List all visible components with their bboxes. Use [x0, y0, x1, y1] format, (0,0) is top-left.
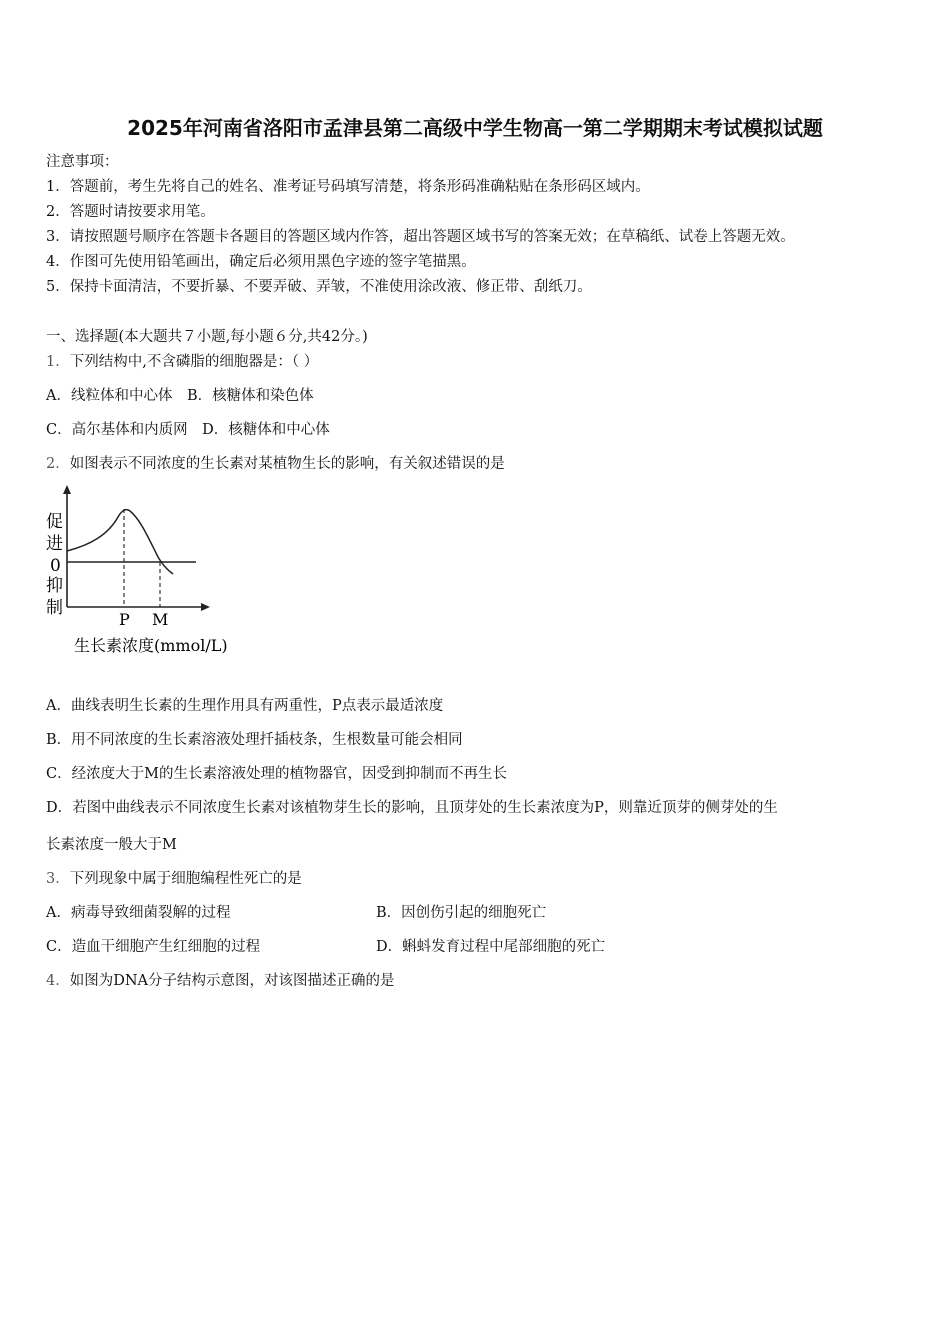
p-label: P: [119, 610, 130, 629]
q3-option-d: D．蝌蚪发育过程中尾部细胞的死亡: [376, 939, 606, 955]
y-axis-arrow: [63, 485, 71, 494]
section-heading: 一、选择题(本大题共７小题,每小题６分,共42分。): [46, 329, 368, 345]
q3-option-c: C．造血干细胞产生红细胞的过程: [46, 939, 261, 955]
q2-option-c: C．经浓度大于M的生长素溶液处理的植物器官，因受到抑制而不再生长: [46, 766, 507, 782]
q3-option-a: A．病毒导致细菌裂解的过程: [46, 905, 231, 921]
notice-item-3: 3．请按照题号顺序在答题卡各题目的答题区域内作答，超出答题区域书写的答案无效；在草稿纸、试卷上答题无效。: [46, 229, 795, 245]
auxin-curve-svg: [40, 485, 240, 665]
question-4: [46, 971, 395, 991]
question-stem: 下列结构中,不含磷脂的细胞器是：（ ）: [69, 354, 319, 370]
x-axis-label: 生长素浓度(mmol/L): [74, 636, 228, 655]
question-number: 2．: [46, 456, 70, 472]
question-1: [46, 352, 318, 372]
question-number: 1．: [46, 354, 70, 370]
question-stem: 如图表示不同浓度的生长素对某植物生长的影响，有关叙述错误的是: [69, 456, 505, 472]
q1-option-cd: C．高尔基体和内质网 D．核糖体和中心体: [46, 422, 330, 438]
notice-heading: 注意事项：: [46, 154, 119, 170]
notice-item-5: 5．保持卡面清洁，不要折暴、不要弄破、弄皱，不准使用涂改液、修正带、刮纸刀。: [46, 279, 592, 295]
question-number: 3．: [46, 871, 70, 887]
x-axis-arrow: [201, 603, 210, 611]
growth-curve: [67, 510, 173, 574]
q3-option-b: B．因创伤引起的细胞死亡: [376, 905, 547, 921]
question-3: [46, 869, 302, 889]
y-label-inhibit-2: 制: [46, 598, 63, 618]
q2-option-b: B．用不同浓度的生长素溶液处理扦插枝条，生根数量可能会相同: [46, 732, 463, 748]
y-label-inhibit-1: 抑: [46, 576, 63, 596]
notice-item-1: 1．答题前，考生先将自己的姓名、准考证号码填写清楚，将条形码准确粘贴在条形码区域内。: [46, 179, 650, 195]
question-number: 4．: [46, 973, 70, 989]
notice-item-4: 4．作图可先使用铅笔画出，确定后必须用黑色字迹的签字笔描黑。: [46, 254, 476, 270]
question-stem: 下列现象中属于细胞编程性死亡的是: [69, 871, 302, 887]
q1-option-ab: A．线粒体和中心体 B．核糖体和染色体: [46, 388, 314, 404]
q2-option-d-line1: D．若图中曲线表示不同浓度生长素对该植物芽生长的影响，且顶芽处的生长素浓度为P，则靠近顶芽的侧芽处的生: [46, 800, 778, 816]
y-label-promote-2: 进: [46, 534, 63, 554]
zero-label: 0: [50, 556, 61, 576]
q2-option-a: A．曲线表明生长素的生理作用具有两重性，P点表示最适浓度: [46, 698, 444, 714]
auxin-curve-figure: [40, 485, 240, 665]
page-title: 2025年河南省洛阳市孟津县第二高级中学生物高一第二学期期末考试模拟试题: [127, 116, 823, 140]
question-stem: 如图为DNA分子结构示意图，对该图描述正确的是: [69, 973, 395, 989]
q2-option-d-line2: 长素浓度一般大于M: [46, 837, 177, 853]
y-label-promote-1: 促: [46, 512, 63, 532]
question-2: [46, 454, 505, 474]
notice-item-2: 2．答题时请按要求用笔。: [46, 204, 215, 220]
m-label: M: [152, 610, 169, 629]
